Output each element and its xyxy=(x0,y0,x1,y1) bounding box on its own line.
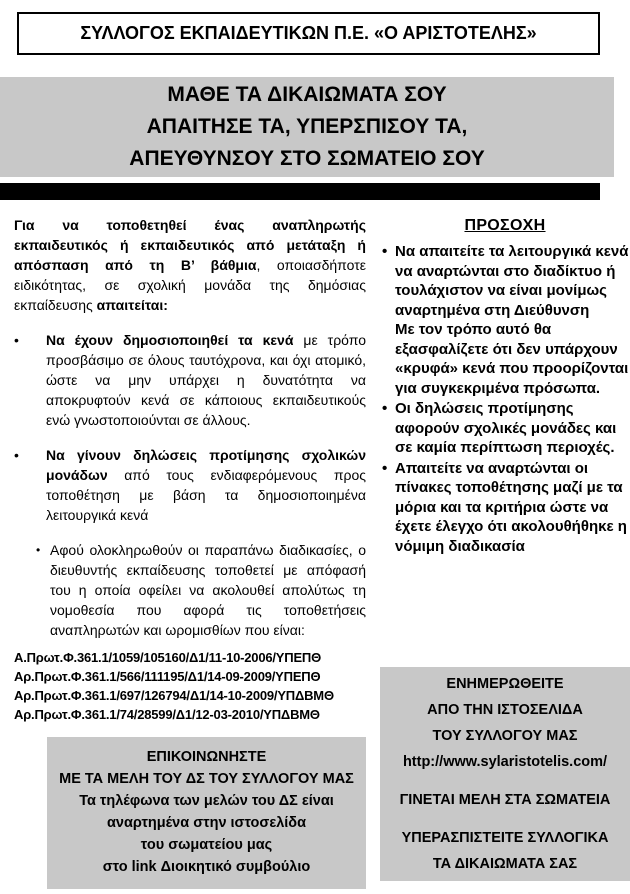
contact-box-line-2: ΜΕ ΤΑ ΜΕΛΗ ΤΟΥ ΔΣ ΤΟΥ ΣΥΛΛΟΓΟΥ ΜΑΣ xyxy=(59,771,354,787)
left-sub-bullet xyxy=(14,540,366,640)
right-bullet-1-text xyxy=(395,242,630,398)
right-bullet-2 xyxy=(380,399,630,458)
left-bullet-1-rest: με τρόπο προσβάσιμο σε όλους ταυτόχρονα, και όχι ατομικό, ώστε να μην υπάρχει η δυνατότητα να αποκρυφτούν κενά σε κάποιους εκπαιδευτικούς ενώ γνωστοποιούνται σε άλλους. xyxy=(46,332,366,428)
legal-reference-line: Αρ.Πρωτ.Φ.361.1/697/126794/Δ1/14-10-2009/ΥΠΔΒΜΘ xyxy=(14,688,334,703)
intro-paragraph xyxy=(14,215,366,315)
left-bullet-1-text xyxy=(46,330,366,430)
legal-reference-line: Αρ.Πρωτ.Φ.361.1/566/111195/Δ1/14-09-2009/ΥΠΕΠΘ xyxy=(14,669,321,684)
info-box-membership-group xyxy=(400,787,611,813)
left-bullet-1-bold: Να έχουν δημοσιοποιηθεί τα κενά xyxy=(46,332,294,348)
right-bullet-1-note: Με τον τρόπο αυτό θα εξασφαλίζετε ότι δεν υπάρχουν «κρυφά» κενά που προορίζονται για συγκεκριμένα πρόσωπα. xyxy=(395,321,629,397)
left-bullet-2-text xyxy=(46,445,366,525)
association-header-box xyxy=(17,12,600,55)
left-column xyxy=(14,215,366,881)
bullet-icon xyxy=(380,399,395,458)
bullet-icon xyxy=(14,445,46,525)
flyer-page xyxy=(0,12,630,894)
info-box-line-3: ΤΟΥ ΣΥΛΛΟΓΟΥ ΜΑΣ xyxy=(432,728,578,744)
intro-normal-text: , οποιασδήποτε ειδικότητας, σε σχολική μονάδα της δημόσιας εκπαίδευσης xyxy=(14,257,367,313)
left-bullet-2 xyxy=(14,445,366,525)
left-sub-bullet-text: Αφού ολοκληρωθούν οι παραπάνω διαδικασίες, ο διευθυντής εκπαίδευσης τοποθετεί με απόφασή του η οποία οφείλει να ακολουθεί απολύτως τη νομοθεσία που αφορά τις τοποθετήσεις αναπληρωτών και ωρομισθίων που είναι: xyxy=(50,542,366,638)
right-bullet-1 xyxy=(380,242,630,398)
attention-bullets xyxy=(380,242,630,557)
info-box-line-1: ΕΝΗΜΕΡΩΘΕΙΤΕ xyxy=(446,676,564,692)
legal-reference-line: Α.Πρωτ.Φ.361.1/1059/105160/Δ1/11-10-2006/ΥΠΕΠΘ xyxy=(14,650,322,665)
bullet-icon xyxy=(36,540,50,640)
website-info-box xyxy=(380,667,630,881)
content-columns xyxy=(0,215,630,881)
right-bullet-3 xyxy=(380,459,630,557)
right-bullet-2-text: Οι δηλώσεις προτίμησης αφορούν σχολικές μονάδες και σε καμία περίπτωση περιοχές. xyxy=(395,400,617,456)
info-box-website-group xyxy=(403,671,607,775)
bullet-icon xyxy=(14,330,46,430)
contact-box-line-4: αναρτημένα στην ιστοσελίδα xyxy=(106,815,307,831)
contact-box xyxy=(47,737,366,889)
banner-line-2: ΑΠΑΙΤΗΣΕ ΤΑ, ΥΠΕΡΣΠΙΣΟΥ ΤΑ, xyxy=(146,115,468,138)
banner-line-3: ΑΠΕΥΘΥΝΣΟΥ ΣΤΟ ΣΩΜΑΤΕΙΟ ΣΟΥ xyxy=(129,147,485,170)
info-box-line-7: ΤΑ ΔΙΚΑΙΩΜΑΤΑ ΣΑΣ xyxy=(432,856,578,872)
right-bullet-3-text: Απαιτείτε να αναρτώνται οι πίνακες τοποθέτησης μαζί με τα μόρια και τα κριτήρια ώστε να έχετε έλεγχο ότι ακολουθήθηκε η νόμιμη διαδικασία xyxy=(395,459,627,555)
intro-bold-lead: Για να τοποθετηθεί ένας αναπληρωτής εκπαιδευτικός ή εκπαιδευτικός από μετάταξη ή απόσπαση από τη Β’ βάθμια xyxy=(14,217,366,273)
rights-banner xyxy=(0,77,614,177)
right-column xyxy=(380,215,630,881)
info-box-defend-group xyxy=(402,825,609,877)
left-bullet-2-bold: Να γίνουν δηλώσεις προτίμησης σχολικών μονάδων xyxy=(46,447,366,483)
contact-box-line-3: Τα τηλέφωνα των μελών του ΔΣ είναι xyxy=(79,793,334,809)
association-title: ΣΥΛΛΟΓΟΣ ΕΚΠΑΙΔΕΥΤΙΚΩΝ Π.Ε. «Ο ΑΡΙΣΤΟΤΕΛΗΣ» xyxy=(80,23,537,43)
contact-box-line-1: ΕΠΙΚΟΙΝΩΝΗΣΤΕ xyxy=(146,749,267,765)
bullet-icon xyxy=(380,459,395,557)
banner-line-1: ΜΑΘΕ ΤΑ ΔΙΚΑΙΩΜΑΤΑ ΣΟΥ xyxy=(167,83,447,106)
left-bullet-1 xyxy=(14,330,366,430)
contact-box-line-6: στο link Διοικητικό συμβούλιο xyxy=(102,859,311,875)
info-box-line-2: ΑΠΟ ΤΗΝ ΙΣΤΟΣΕΛΙΔΑ xyxy=(427,702,583,718)
legal-references xyxy=(14,648,366,724)
attention-heading: ΠΡΟΣΟΧΗ xyxy=(464,217,546,234)
bullet-icon xyxy=(380,242,395,398)
right-bullet-1-main: Να απαιτείτε τα λειτουργικά κενά να αναρτώνται στο διαδίκτυο ή τουλάχιστον να είναι μονίμως αναρτημένα στη Διεύθυνση xyxy=(395,243,629,319)
legal-reference-line: Αρ.Πρωτ.Φ.361.1/74/28599/Δ1/12-03-2010/ΥΠΔΒΜΘ xyxy=(14,707,320,722)
contact-box-line-5: του σωματείου μας xyxy=(140,837,273,853)
info-box-line-5: ΓΙΝΕΤΑΙ ΜΕΛΗ ΣΤΑ ΣΩΜΑΤΕΙΑ xyxy=(399,792,611,808)
left-bullet-2-rest: από τους ενδιαφερόμενους προς τοποθέτηση με βάση τα δημοσιοποιημένα λειτουργικά κενά xyxy=(46,467,366,523)
intro-bold-required: απαιτείται: xyxy=(96,297,168,313)
divider-bar xyxy=(0,183,600,200)
info-box-line-6: ΥΠΕΡΑΣΠΙΣΤΕΙΤΕ ΣΥΛΛΟΓΙΚΑ xyxy=(401,830,609,846)
association-website-url[interactable]: http://www.sylaristotelis.com/ xyxy=(402,754,608,770)
